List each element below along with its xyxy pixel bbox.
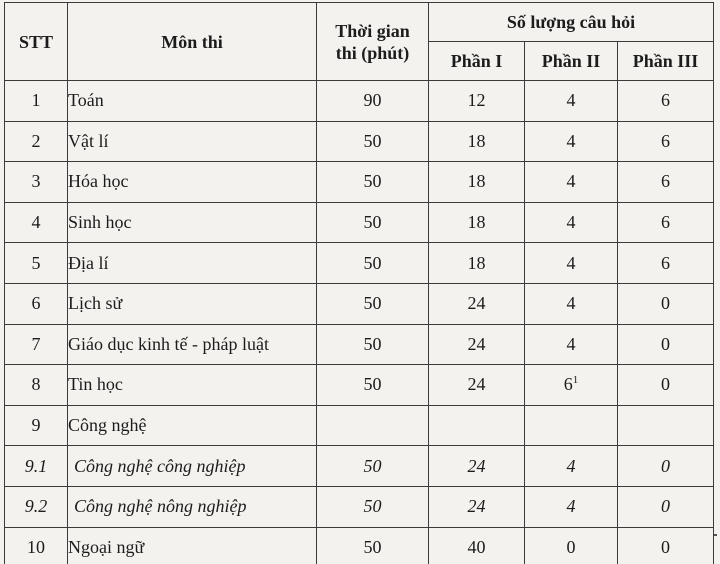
cell-stt <box>5 405 68 446</box>
cell-part-1-text: 18 <box>467 130 486 151</box>
cell-part-2 <box>525 81 618 122</box>
cell-stt-text: 9.1 <box>24 455 48 476</box>
cell-stt <box>5 162 68 203</box>
cell-part-1 <box>429 121 525 162</box>
cell-duration-text: 50 <box>363 536 382 557</box>
cell-duration-text: 90 <box>363 90 382 111</box>
cell-subject <box>68 81 317 122</box>
cell-part-2-text: 4 <box>566 130 576 151</box>
cell-part-1-text: 40 <box>467 536 486 557</box>
cell-part-3 <box>618 243 714 284</box>
cell-stt-text: 4 <box>31 212 41 233</box>
table-row <box>5 121 714 162</box>
cell-part-3 <box>618 324 714 365</box>
cell-duration-text: 50 <box>363 171 382 192</box>
cell-duration <box>317 162 429 203</box>
cell-duration <box>317 405 429 446</box>
footnote-marker: 1 <box>572 374 579 387</box>
table-row <box>5 446 714 487</box>
cell-part-2-text: 4 <box>566 90 576 111</box>
cell-duration <box>317 527 429 564</box>
cell-part-3 <box>618 162 714 203</box>
cell-stt-text: 9 <box>31 415 41 436</box>
table-row <box>5 81 714 122</box>
table-row <box>5 324 714 365</box>
table-row <box>5 527 714 564</box>
cell-stt <box>5 324 68 365</box>
cell-part-1-text: 18 <box>467 252 486 273</box>
cell-part-3 <box>618 527 714 564</box>
cell-part-2 <box>525 446 618 487</box>
cell-duration-text: 50 <box>363 293 382 314</box>
cell-part-1-text: 24 <box>467 333 486 354</box>
cell-duration <box>317 324 429 365</box>
cell-stt <box>5 121 68 162</box>
cell-stt <box>5 81 68 122</box>
cell-part-2-text: 4 <box>566 171 576 192</box>
cell-part-3 <box>618 283 714 324</box>
cell-part-1 <box>429 162 525 203</box>
cell-part-3 <box>618 365 714 406</box>
cell-part-2-text: 4 <box>566 293 576 314</box>
cell-part-1 <box>429 527 525 564</box>
cell-part-2 <box>525 527 618 564</box>
cell-subject-text: Công nghệ nông nghiệp <box>74 496 247 517</box>
cell-part-1-text: 24 <box>467 455 486 476</box>
cell-stt-text: 3 <box>31 171 41 192</box>
cell-subject-text: Tin học <box>68 374 123 395</box>
cell-part-2-text: 6 <box>563 374 573 395</box>
cell-duration-text: 50 <box>363 252 382 273</box>
cell-stt <box>5 446 68 487</box>
table-row <box>5 486 714 527</box>
cell-subject <box>68 202 317 243</box>
cell-subject-text: Hóa học <box>68 171 129 192</box>
cell-part-1-text: 24 <box>467 374 486 395</box>
cell-duration-text: 50 <box>363 333 382 354</box>
cell-stt-text: 7 <box>31 333 41 354</box>
cell-subject-text: Địa lí <box>68 252 109 273</box>
header-stt: STT <box>5 3 68 81</box>
header-subject: Môn thi <box>68 3 317 81</box>
cell-part-1-text: 12 <box>467 90 486 111</box>
table-row <box>5 243 714 284</box>
cell-stt <box>5 486 68 527</box>
cell-part-2-text: 4 <box>566 496 576 517</box>
cell-duration <box>317 243 429 284</box>
cell-part-3-text: 0 <box>661 536 671 557</box>
cell-stt-text: 8 <box>31 374 41 395</box>
cell-part-3-text: 6 <box>661 252 671 273</box>
cell-part-2 <box>525 162 618 203</box>
cell-duration <box>317 365 429 406</box>
cell-part-1 <box>429 486 525 527</box>
cell-stt <box>5 365 68 406</box>
cell-subject-text: Công nghệ công nghiệp <box>74 455 246 476</box>
cell-duration <box>317 486 429 527</box>
cell-subject <box>68 365 317 406</box>
cell-part-2 <box>525 405 618 446</box>
cell-part-3 <box>618 121 714 162</box>
exam-structure-table <box>4 2 714 564</box>
cell-subject-text: Lịch sử <box>68 293 123 314</box>
cell-part-2 <box>525 486 618 527</box>
cell-stt <box>5 527 68 564</box>
cell-part-2 <box>525 202 618 243</box>
cell-part-1 <box>429 283 525 324</box>
cell-part-3-text: 0 <box>661 293 671 314</box>
cell-stt-text: 5 <box>31 252 41 273</box>
cell-subject-text: Ngoại ngữ <box>68 536 145 557</box>
cell-subject <box>68 243 317 284</box>
cell-part-1-text: 18 <box>467 212 486 233</box>
cell-part-1-text: 24 <box>467 496 486 517</box>
table-row <box>5 283 714 324</box>
cell-part-2 <box>525 283 618 324</box>
cell-duration-text: 50 <box>363 455 382 476</box>
cell-subject-text: Sinh học <box>68 212 132 233</box>
cell-part-3-text: 6 <box>661 130 671 151</box>
cell-part-1 <box>429 324 525 365</box>
cell-subject <box>68 446 317 487</box>
cell-subject-text: Vật lí <box>68 130 109 151</box>
cell-subject <box>68 121 317 162</box>
cell-part-2-text: 4 <box>566 252 576 273</box>
cell-part-3-text: 6 <box>661 90 671 111</box>
cell-duration-text: 50 <box>363 374 382 395</box>
cell-part-3 <box>618 446 714 487</box>
table-row <box>5 162 714 203</box>
cell-part-3 <box>618 202 714 243</box>
header-duration-line1: Thời gian <box>335 20 410 41</box>
cell-stt-text: 6 <box>31 293 41 314</box>
header-duration-line2: thi (phút) <box>335 42 410 63</box>
header-part-1: Phần I <box>429 42 525 81</box>
cell-duration-text: 50 <box>363 212 382 233</box>
cell-duration <box>317 202 429 243</box>
header-question-count: Số lượng câu hỏi <box>429 3 714 42</box>
cell-part-3 <box>618 81 714 122</box>
cell-stt <box>5 283 68 324</box>
edge-mark <box>714 534 717 536</box>
cell-part-3 <box>618 405 714 446</box>
cell-part-3-text: 0 <box>661 374 671 395</box>
cell-stt <box>5 243 68 284</box>
header-part-3: Phần III <box>618 42 714 81</box>
cell-part-2-text: 0 <box>566 536 576 557</box>
cell-part-1 <box>429 202 525 243</box>
cell-part-1-text: 24 <box>467 293 486 314</box>
header-part-2: Phần II <box>525 42 618 81</box>
cell-subject <box>68 162 317 203</box>
header-duration <box>317 3 429 81</box>
cell-part-1 <box>429 446 525 487</box>
cell-stt-text: 1 <box>31 90 41 111</box>
cell-part-2-text: 4 <box>566 455 576 476</box>
table-body <box>5 81 714 564</box>
cell-part-1 <box>429 405 525 446</box>
cell-stt <box>5 202 68 243</box>
table-row <box>5 405 714 446</box>
cell-part-3 <box>618 486 714 527</box>
cell-duration-text: 50 <box>363 496 382 517</box>
table-row <box>5 365 714 406</box>
cell-part-1-text: 18 <box>467 171 486 192</box>
cell-subject <box>68 283 317 324</box>
cell-subject-text: Toán <box>68 90 104 111</box>
table-row <box>5 202 714 243</box>
cell-part-1 <box>429 365 525 406</box>
cell-part-2 <box>525 365 618 406</box>
cell-duration <box>317 446 429 487</box>
cell-subject <box>68 527 317 564</box>
cell-subject <box>68 324 317 365</box>
cell-part-3-text: 0 <box>661 333 671 354</box>
cell-duration <box>317 121 429 162</box>
cell-part-1 <box>429 81 525 122</box>
cell-part-2-text: 4 <box>566 212 576 233</box>
cell-subject-text: Công nghệ <box>68 415 147 436</box>
cell-subject-text: Giáo dục kinh tế - pháp luật <box>68 333 269 354</box>
cell-stt-text: 9.2 <box>24 496 48 517</box>
cell-part-2-text: 4 <box>566 333 576 354</box>
cell-part-3-text: 0 <box>661 496 671 517</box>
cell-part-1 <box>429 243 525 284</box>
cell-stt-text: 10 <box>27 536 45 557</box>
cell-duration <box>317 283 429 324</box>
cell-stt-text: 2 <box>31 130 41 151</box>
cell-part-2 <box>525 121 618 162</box>
cell-part-3-text: 0 <box>661 455 671 476</box>
cell-part-2 <box>525 243 618 284</box>
cell-part-3-text: 6 <box>661 212 671 233</box>
cell-subject <box>68 486 317 527</box>
cell-subject <box>68 405 317 446</box>
cell-duration-text: 50 <box>363 130 382 151</box>
cell-part-2 <box>525 324 618 365</box>
cell-part-3-text: 6 <box>661 171 671 192</box>
cell-duration <box>317 81 429 122</box>
